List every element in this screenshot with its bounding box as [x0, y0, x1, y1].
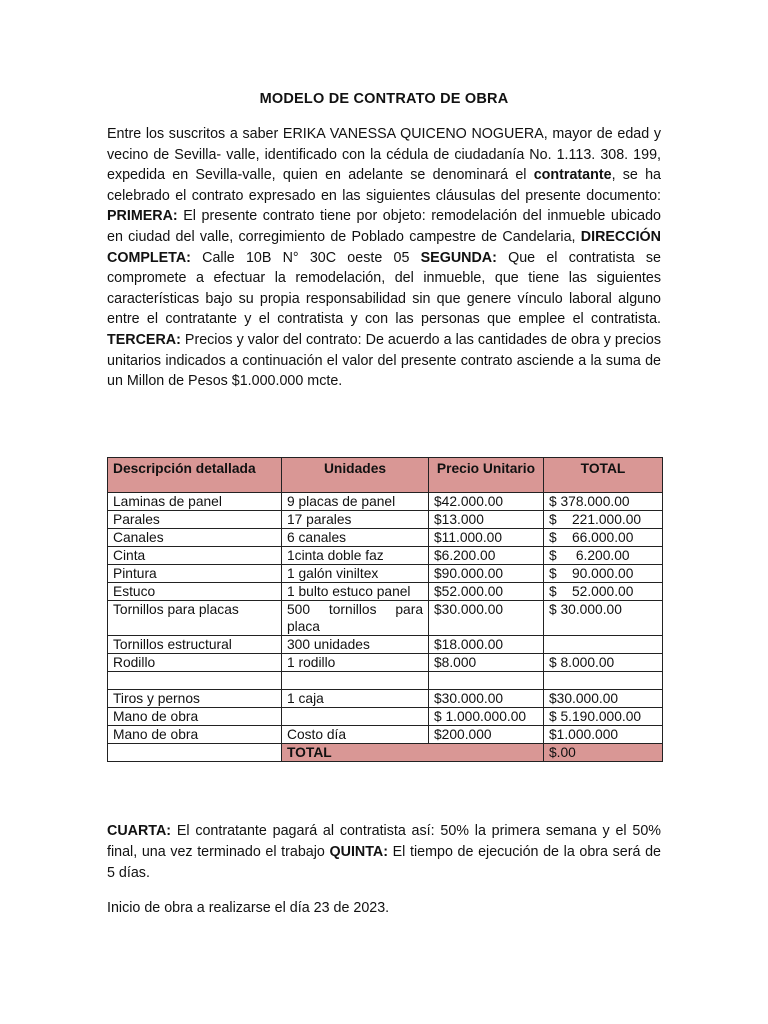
intro-text-4: Calle 10B N° 30C oeste 05 [190, 249, 421, 266]
cell-total: $ 378.000.00 [544, 493, 663, 511]
cell-unit-price: $90.000.00 [429, 565, 544, 583]
header-unit-price: Precio Unitario [429, 458, 544, 493]
cell-total: $ 66.000.00 [544, 529, 663, 547]
clause-tercera-label: TERCERA: [107, 331, 181, 348]
table-row [108, 636, 663, 654]
cell-unit-price: $42.000.00 [429, 493, 544, 511]
table-row-empty [108, 672, 663, 690]
intro-paragraph [107, 124, 661, 392]
clause-segunda-label: SEGUNDA: [420, 249, 497, 266]
header-total: TOTAL [544, 458, 663, 493]
cell-units [282, 708, 429, 726]
cell-description: Estuco [108, 583, 282, 601]
cell-total: $30.000.00 [544, 690, 663, 708]
intro-bold-contratante: contratante [533, 167, 612, 184]
closing-line: Inicio de obra a realizarse el día 23 de 2023. [107, 900, 390, 916]
address-label: DIRECCIÓN COMPLETA: [107, 228, 661, 266]
cell-description: Pintura [108, 565, 282, 583]
cell-units: 500 tornillos para placa [282, 601, 429, 636]
cell-blank [108, 744, 282, 762]
intro-text-2: , se ha celebrado el contrato expresado en las siguientes cláusulas del presente documento: [107, 167, 661, 204]
cell-description: Parales [108, 511, 282, 529]
cell-total: $ 6.200.00 [544, 547, 663, 565]
cell-unit-price: $200.000 [429, 726, 544, 744]
cell-description: Canales [108, 529, 282, 547]
clause-cuarta-label: CUARTA: [107, 823, 172, 839]
cell-total: $1.000.000 [544, 726, 663, 744]
cell-units: 17 parales [282, 511, 429, 529]
cell-total: $ 30.000.00 [544, 601, 663, 636]
cell-units: Costo día [282, 726, 429, 744]
cell-total: $ 221.000.00 [544, 511, 663, 529]
cell-units: 1 bulto estuco panel [282, 583, 429, 601]
intro-text-6: Precios y valor del contrato: De acuerdo a las cantidades de obra y precios unitarios indicados a continuación el valor del presente contrato asciende a la suma de un Millon de Pesos $1.000.000 mcte. [107, 331, 661, 390]
cell-units [282, 672, 429, 690]
table-row [108, 565, 663, 583]
table-row [108, 493, 663, 511]
cell-description: Mano de obra [108, 708, 282, 726]
cell-units: 6 canales [282, 529, 429, 547]
cell-unit-price: $30.000.00 [429, 690, 544, 708]
table-row [108, 511, 663, 529]
cell-description [108, 672, 282, 690]
cell-total: $ 5.190.000.00 [544, 708, 663, 726]
cell-total: $ 8.000.00 [544, 654, 663, 672]
cell-units: 300 unidades [282, 636, 429, 654]
intro-text-3: El presente contrato tiene por objeto: remodelación del inmueble ubicado en ciudad del valle, corregimiento de Poblado campestre de Candelaria, [107, 208, 661, 245]
table-row [108, 529, 663, 547]
cell-description: Mano de obra [108, 726, 282, 744]
table-row [108, 690, 663, 708]
cell-units: 9 placas de panel [282, 493, 429, 511]
cell-total [544, 636, 663, 654]
cell-unit-price: $ 1.000.000.00 [429, 708, 544, 726]
total-label: TOTAL [282, 744, 544, 762]
clause-quinta-label: QUINTA: [329, 844, 389, 860]
clauses-text-2: El tiempo de ejecución de la obra será de 5 días. [107, 844, 661, 881]
table-header-row [108, 458, 663, 493]
table-total-row [108, 744, 663, 762]
cell-description: Rodillo [108, 654, 282, 672]
cell-unit-price: $6.200.00 [429, 547, 544, 565]
clauses-text-1: El contratante pagará al contratista así: 50% la primera semana y el 50% final, una vez terminado el trabajo [107, 823, 661, 860]
table-row [108, 547, 663, 565]
cell-description: Cinta [108, 547, 282, 565]
clauses-paragraph [107, 821, 661, 884]
table-row [108, 654, 663, 672]
header-description: Descripción detallada [108, 458, 282, 493]
clause-primera-label: PRIMERA: [107, 208, 178, 225]
cell-total: $ 90.000.00 [544, 565, 663, 583]
intro-text-5: Que el contratista se compromete a efectuar la remodelación, del inmueble, que tiene las siguientes características bajo su propia responsabilidad sin que genere vínculo laboral alguno entre el contratante y el contratista y con las personas que emplee el contratista. [107, 249, 661, 328]
intro-text-1: Entre los suscritos a saber ERIKA VANESSA QUICENO NOGUERA, mayor de edad y vecino de Sevilla- valle, identificado con la cédula de ciudadanía No. 1.113. 308. 199, expedida en Sevilla-valle, quien en adelante se denominará el [107, 126, 661, 184]
cell-description: Tornillos estructural [108, 636, 282, 654]
table-row [108, 726, 663, 744]
cell-units: 1 rodillo [282, 654, 429, 672]
cell-description: Tornillos para placas [108, 601, 282, 636]
cell-units: 1cinta doble faz [282, 547, 429, 565]
table-row [108, 708, 663, 726]
total-value: $.00 [544, 744, 663, 762]
cell-total: $ 52.000.00 [544, 583, 663, 601]
table-row [108, 601, 663, 636]
table-row [108, 583, 663, 601]
cell-total [544, 672, 663, 690]
header-units: Unidades [282, 458, 429, 493]
cell-unit-price: $18.000.00 [429, 636, 544, 654]
cell-description: Laminas de panel [108, 493, 282, 511]
cell-unit-price: $52.000.00 [429, 583, 544, 601]
cell-description: Tiros y pernos [108, 690, 282, 708]
cell-unit-price: $30.000.00 [429, 601, 544, 636]
cell-units: 1 caja [282, 690, 429, 708]
cell-unit-price: $13.000 [429, 511, 544, 529]
cell-units: 1 galón viniltex [282, 565, 429, 583]
cell-unit-price: $11.000.00 [429, 529, 544, 547]
cell-unit-price [429, 672, 544, 690]
cell-unit-price: $8.000 [429, 654, 544, 672]
document-title: MODELO DE CONTRATO DE OBRA [259, 91, 509, 107]
cost-table [107, 457, 663, 762]
